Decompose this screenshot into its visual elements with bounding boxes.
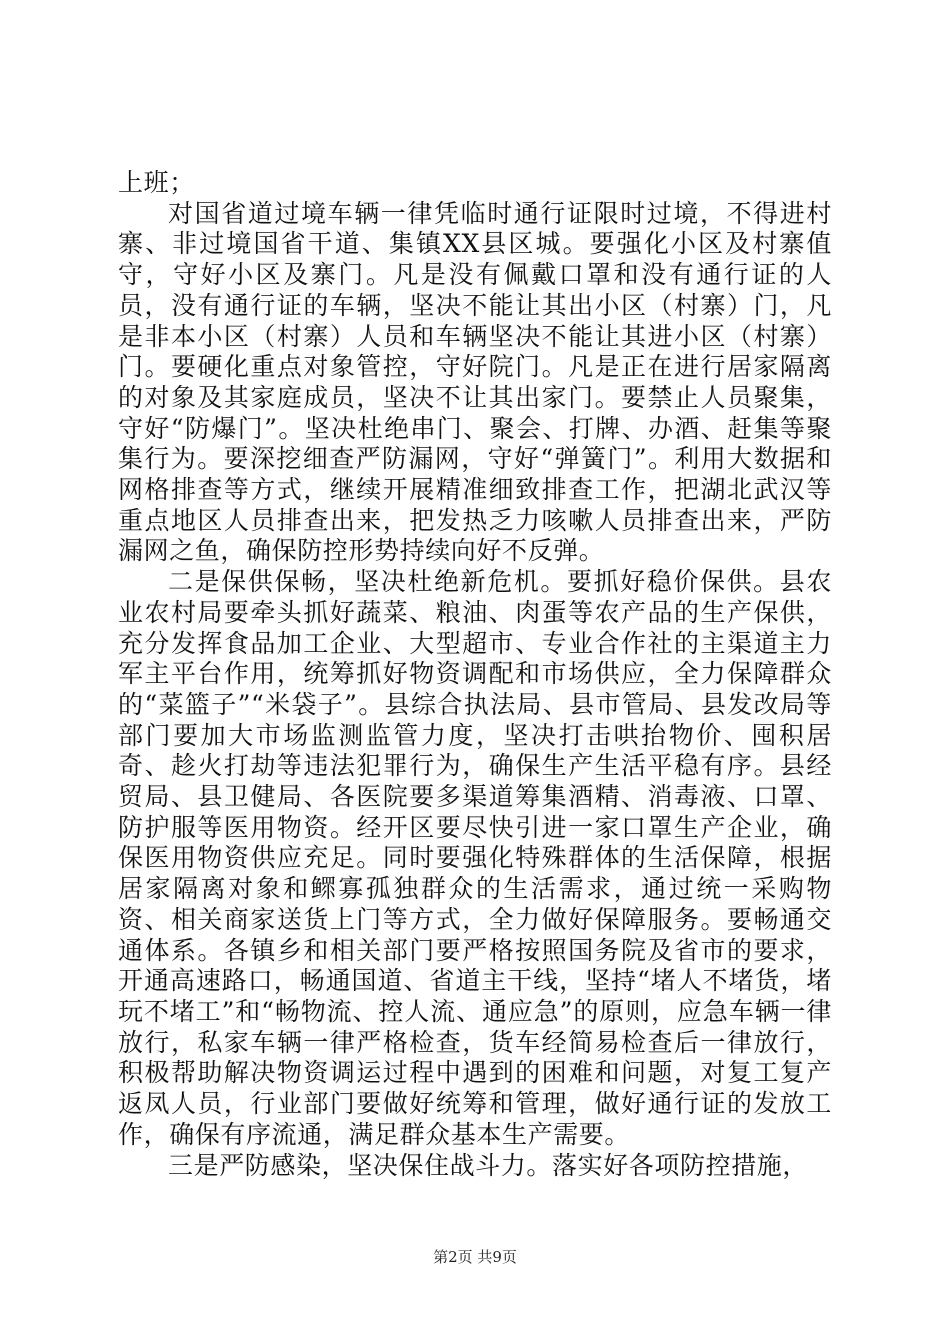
page-number-footer: 第2页 共9页	[433, 1248, 517, 1266]
document-body	[118, 168, 832, 1181]
paragraph-traffic-control: 对国省道过境车辆一律凭临时通行证限时过境，不得进村寨、非过境国省干道、集镇XX县区城。要强化小区及村寨值守，守好小区及寨门。凡是没有佩戴口罩和没有通行证的人员，没有通行证的车辆，坚决不能让其出小区（村寨）门，凡是非本小区（村寨）人员和车辆坚决不能让其进小区（村寨）门。要硬化重点对象管控，守好院门。凡是正在进行居家隔离的对象及其家庭成员，坚决不让其出家门。要禁止人员聚集，守好“防爆门”。坚决杜绝串门、聚会、打牌、办酒、赶集等聚集行为。要深挖细查严防漏网，守好“弹簧门”。利用大数据和网格排查等方式，继续开展精准细致排查工作，把湖北武汉等重点地区人员排查出来，把发热乏力咳嗽人员排查出来，严防漏网之鱼，确保防控形势持续向好不反弹。	[118, 198, 832, 566]
paragraph-continuation: 上班；	[118, 168, 195, 197]
paragraph-supply-guarantee: 二是保供保畅，坚决杜绝新危机。要抓好稳价保供。县农业农村局要牵头抓好蔬菜、粮油、肉蛋等农产品的生产保供，充分发挥食品加工企业、大型超市、专业合作社的主渠道主力军主平台作用，统筹抓好物资调配和市场供应，全力保障群众的“菜篮子”“米袋子”。县综合执法局、县市管局、县发改局等部门要加大市场监测监管力度，坚决打击哄抬物价、囤积居奇、趁火打劫等违法犯罪行为，确保生产生活平稳有序。县经贸局、县卫健局、各医院要多渠道筹集酒精、消毒液、口罩、防护服等医用物资。经开区要尽快引进一家口罩生产企业，确保医用物资供应充足。同时要强化特殊群体的生活保障，根据居家隔离对象和鳏寡孤独群众的生活需求，通过统一采购物资、相关商家送货上门等方式，全力做好保障服务。要畅通交通体系。各镇乡和相关部门要严格按照国务院及省市的要求，开通高速路口，畅通国道、省道主干线，坚持“堵人不堵货，堵玩不堵工”和“畅物流、控人流、通应急”的原则，应急车辆一律放行，私家车辆一律严格检查，货车经简易检查后一律放行，积极帮助解决物资调运过程中遇到的困难和问题，对复工复产返凤人员，行业部门要做好统筹和管理，做好通行证的发放工作，确保有序流通，满足群众基本生产需要。	[118, 567, 832, 1149]
paragraph-infection-prevention: 三是严防感染，坚决保住战斗力。落实好各项防控措施，	[168, 1150, 809, 1180]
